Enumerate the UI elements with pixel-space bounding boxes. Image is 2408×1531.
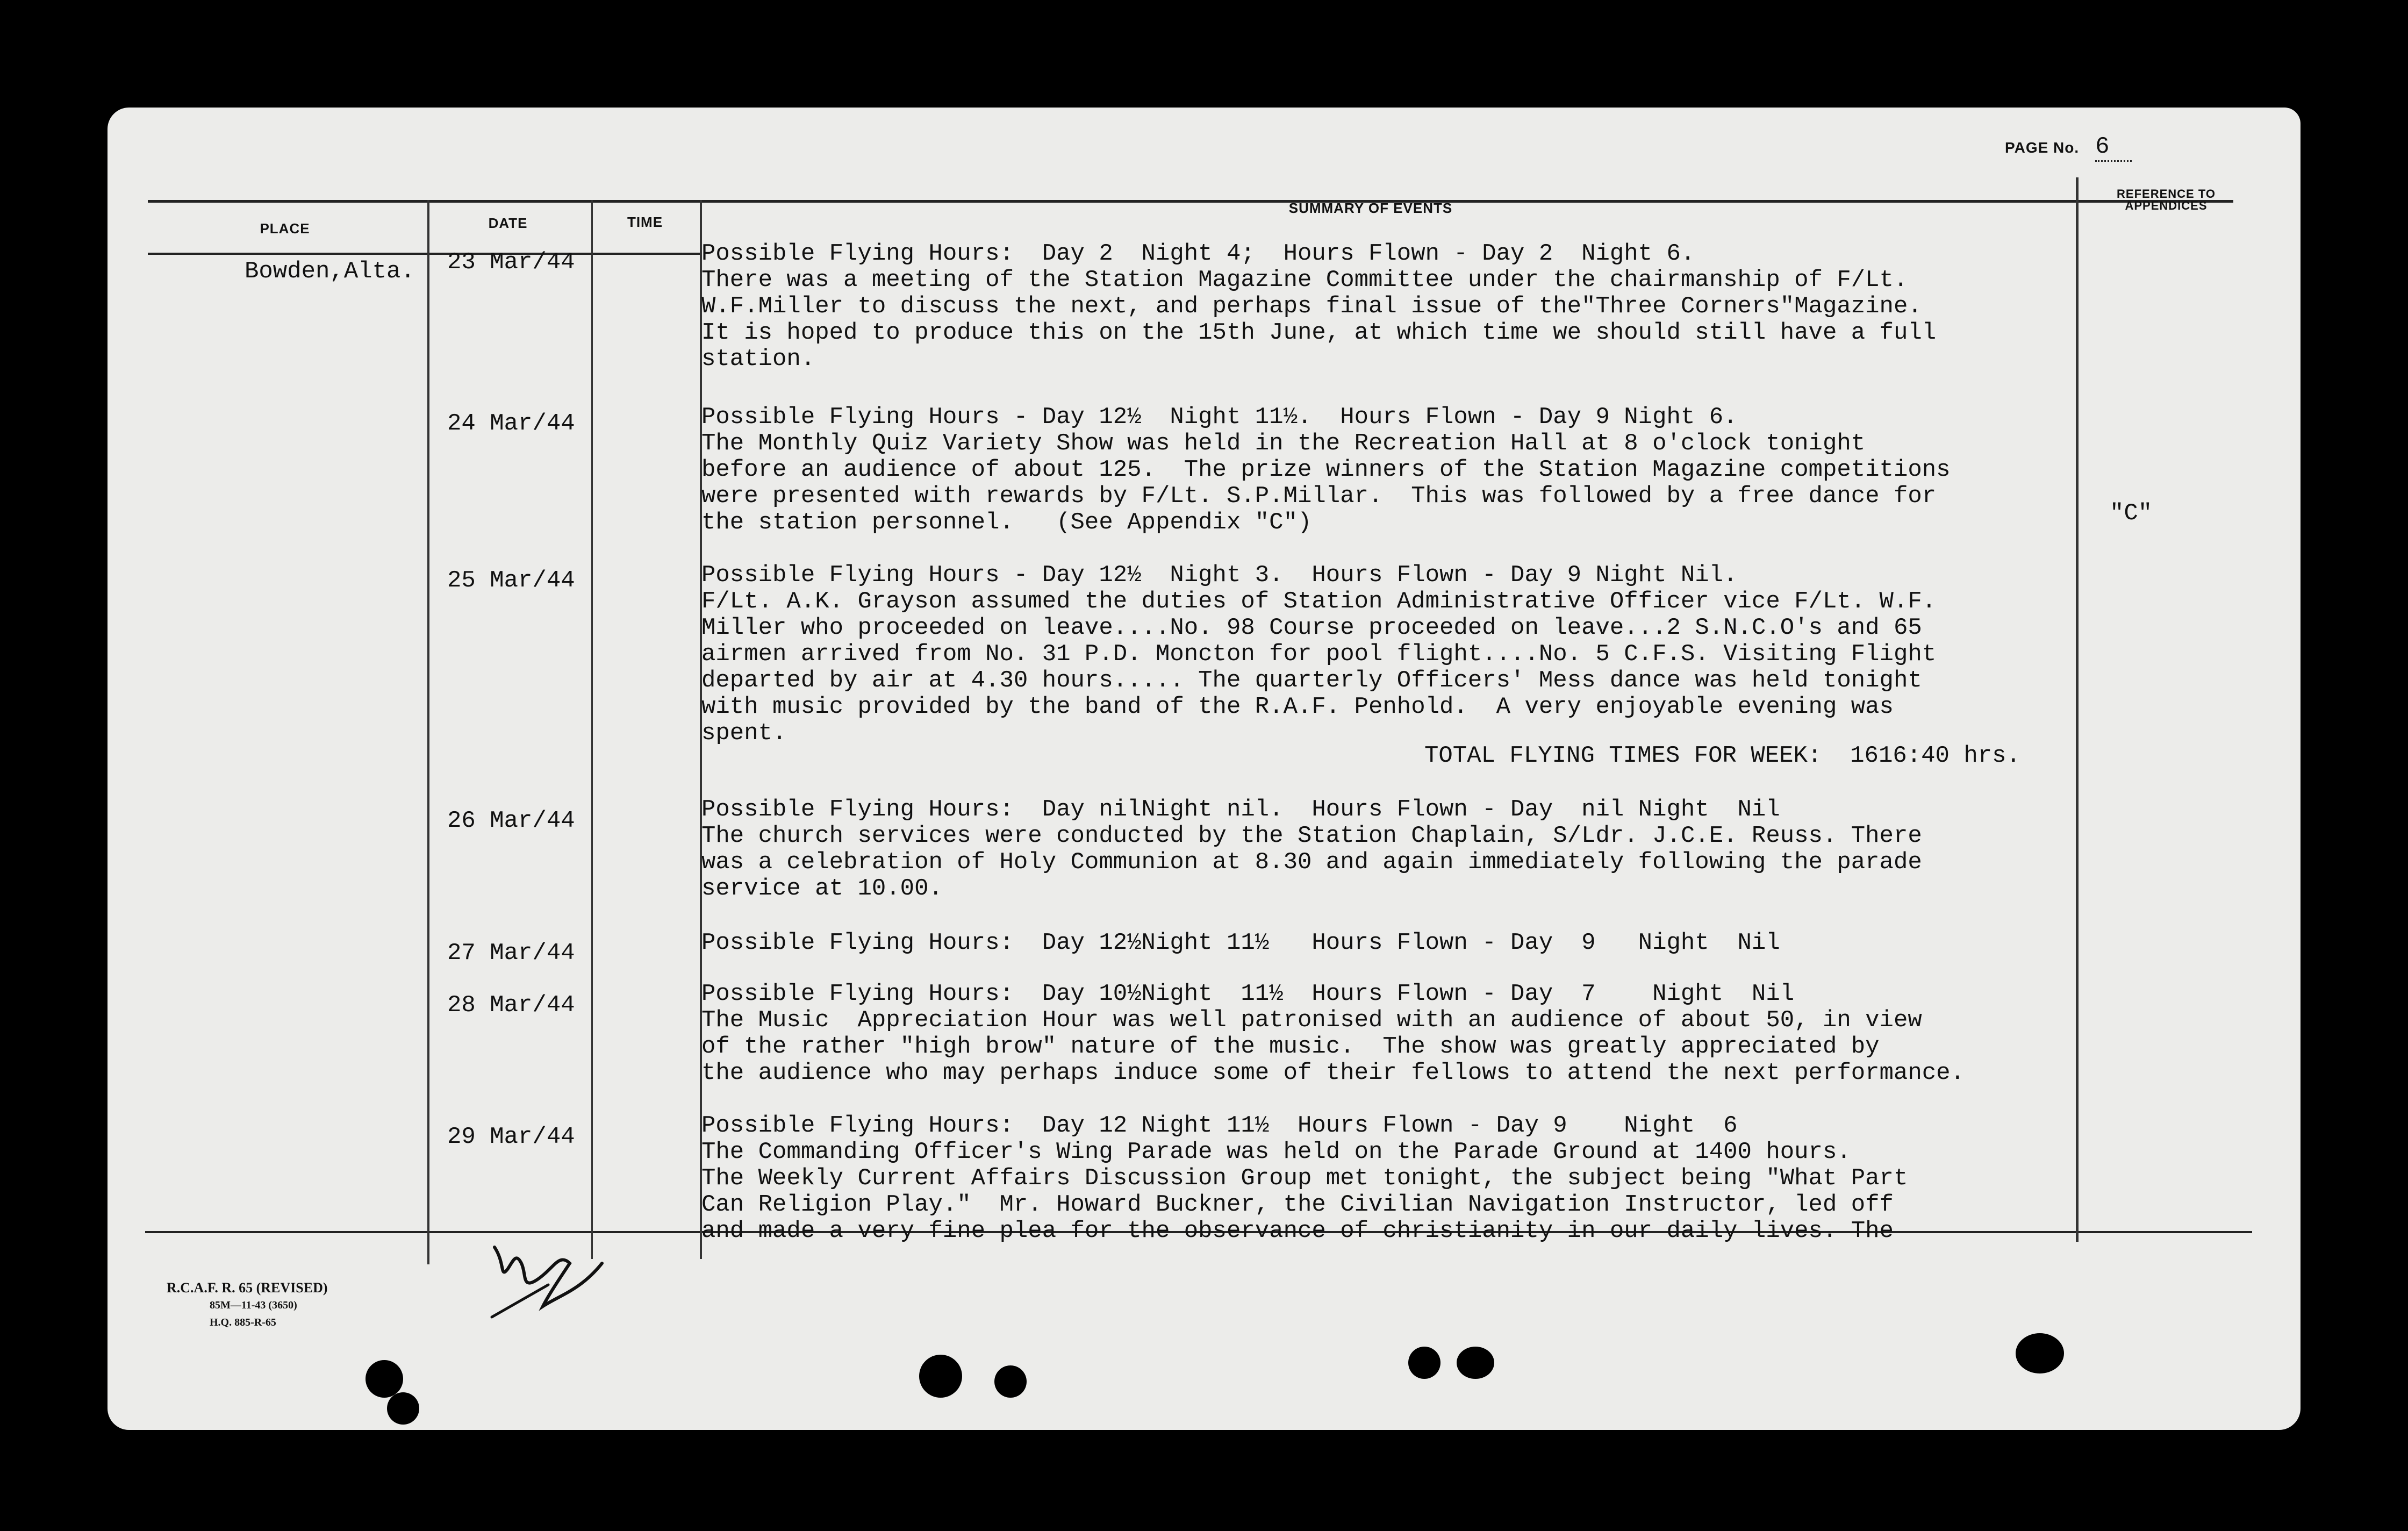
time-header: TIME [627,214,663,230]
entry-date: 23 Mar/44 [447,249,575,276]
entry-date: 28 Mar/44 [447,992,575,1019]
entry-text: Possible Flying Hours - Day 12½ Night 3. Hours Flown - Day 9 Night Nil. F/Lt. A.K. Grayson assumed the duties of Station Administrative Officer vice F/Lt. W.F. Miller who proceeded on leave....No. 98 Course proceeded on leave...2 S.N.C.O's and 65 airmen arrived from No. 31 P.D. Moncton for pool flight....No. 5 C.F.S. Visiting Flight departed by air at 4.30 hours..... The quarterly Officers' Mess dance was held tonight with music provided by the band of the R.A.F. Penhold. A very enjoyable evening was spent. [701,562,1937,747]
reference-header-line1: REFERENCE TO [2117,187,2216,201]
binder-hole [387,1392,419,1425]
reference-header-line2: APPENDICES [2125,199,2208,212]
date-time-divider [591,200,593,1259]
entry-date: 27 Mar/44 [447,940,575,967]
entry-text: Possible Flying Hours - Day 12½ Night 11½. Hours Flown - Day 9 Night 6. The Monthly Quiz Variety Show was held in the Recreation Hall at 8 o'clock tonight before an audience of about 125. The prize winners of the Station Magazine competitions were presented with rewards by F/Lt. S.P.Millar. This was followed by a free dance for the station personnel. (See Appendix "C") [701,404,1951,536]
form-hq-code: H.Q. 885-R-65 [210,1317,276,1328]
binder-hole [2016,1333,2064,1373]
place-header: PLACE [260,220,310,237]
entry-text: Possible Flying Hours: Day 12 Night 11½ Hours Flown - Day 9 Night 6 The Commanding Officer's Wing Parade was held on the Parade Ground at 1400 hours. The Weekly Current Affairs Discussion Group met tonight, the subject being "What Part Can Religion Play." Mr. Howard Buckner, the Civilian Navigation Instructor, led off and made a very fine plea for the observance of christianity in our daily lives. The [701,1112,1908,1244]
summary-header: SUMMARY OF EVENTS [1288,200,1453,216]
entry-text: Possible Flying Hours: Day 10½Night 11½ Hours Flown - Day 7 Night Nil The Music Appreciation Hour was well patronised with an audience of about 50, in view of the rather "high brow" nature of the music. The show was greatly appreciated by the audience who may perhaps induce some of their fellows to attend the next performance. [701,981,1965,1086]
initials-signature [484,1231,624,1328]
binder-hole [1457,1347,1494,1379]
binder-hole [994,1365,1027,1398]
entry-date: 24 Mar/44 [447,410,575,437]
form-print-code: 85M—11-43 (3650) [210,1299,297,1311]
date-header: DATE [488,215,528,231]
page-number-value: 6 [2095,133,2131,162]
entry-date: 25 Mar/44 [447,567,575,594]
form-number: R.C.A.F. R. 65 (REVISED) [167,1280,328,1296]
binder-hole [1408,1347,1440,1379]
page-number-label: PAGE No. [2005,139,2080,156]
entry-text: Possible Flying Hours: Day 2 Night 4; Hours Flown - Day 2 Night 6. There was a meeting of the Station Magazine Committee under the chairmanship of F/Lt. W.F.Miller to discuss the next, and perhaps final issue of the"Three Corners"Magazine. It is hoped to produce this on the 15th June, at which time we should still have a full station. [701,240,1937,373]
weekly-total: TOTAL FLYING TIMES FOR WEEK: 1616:40 hrs. [1424,742,2020,769]
entry-text: Possible Flying Hours: Day nilNight nil. Hours Flown - Day nil Night Nil The church services were conducted by the Station Chaplain, S/Ldr. J.C.E. Reuss. There was a celebration of Holy Communion at 8.30 and again immediately following the parade service at 10.00. [701,796,1922,902]
appendix-reference: "C" [2110,500,2153,527]
place-date-divider [427,200,429,1264]
entry-date: 29 Mar/44 [447,1124,575,1150]
place-value: Bowden,Alta. [245,258,415,285]
header-bottom-rule [148,253,701,255]
reference-header [2086,188,2247,212]
entry-date: 26 Mar/44 [447,807,575,834]
binder-hole [366,1360,403,1398]
form-footer [167,1279,328,1331]
entry-text: Possible Flying Hours: Day 12½Night 11½ Hours Flown - Day 9 Night Nil [701,929,1780,956]
binder-hole [919,1355,962,1398]
page-number [2005,133,2132,160]
